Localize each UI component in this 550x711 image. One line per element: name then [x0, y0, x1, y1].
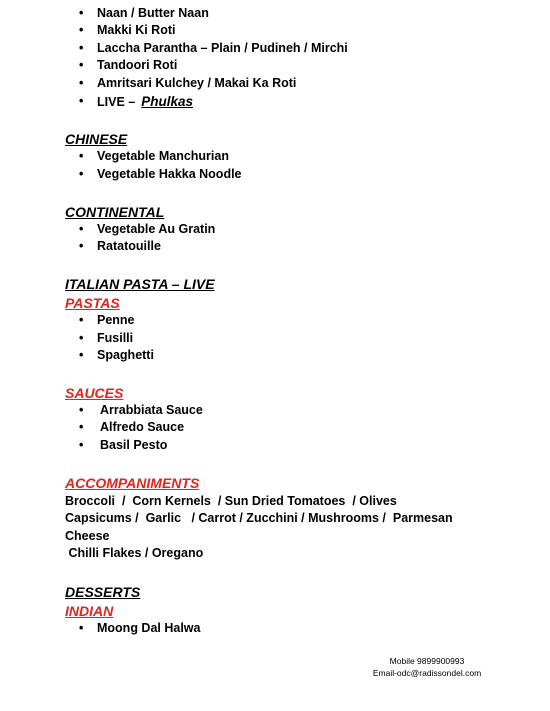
section-heading-italian: ITALIAN PASTA – LIVE	[65, 276, 215, 292]
footer-email: Email-odc@radissondel.com	[372, 668, 482, 678]
subheading-pastas: PASTAS	[65, 295, 120, 311]
live-item-name: Phulkas	[141, 94, 193, 109]
live-prefix: LIVE –	[97, 95, 136, 109]
footer-mobile: Mobile 9899900993	[389, 656, 465, 666]
section-heading-desserts: DESSERTS	[65, 584, 141, 600]
accompaniments-line: Capsicums / Garlic / Carrot / Zucchini / Mushrooms / Parmesan	[65, 511, 453, 525]
subheading-indian: INDIAN	[65, 603, 114, 619]
accompaniments-line: Broccoli / Corn Kernels / Sun Dried Tomatoes / Olives	[65, 494, 397, 508]
subheading-sauces: SAUCES	[65, 385, 124, 401]
subheading-accompaniments: ACCOMPANIMENTS	[65, 475, 200, 491]
section-heading-chinese: CHINESE	[65, 131, 128, 147]
accompaniments-line: Cheese	[65, 529, 110, 543]
section-heading-continental: CONTINENTAL	[65, 204, 165, 220]
menu-page: Naan / Butter Naan Makki Ki Roti Laccha Parantha – Plain / Pudineh / Mirchi Tandoori Roti Amritsari Kulchey / Makai Ka Roti LIVE – Phulkas CHINESE Vegetable Manchurian Vegetable Hakka Noodle CONTINENTAL Vegetable Au Gratin Ratatouille ITALIAN PASTA – LIVE PASTAS Penne Fusilli Spaghetti SAUCES Arrabbiata Sauce Alfredo Sauce Basil Pesto ACCOMPANIMENTS Broccoli / Corn Kernels / Sun Dried Tomatoes / Olives Capsicums / Garlic / Carrot / Zucchini / Mushrooms / Parmesan Cheese Chilli Flakes / Oregano DESSERTS INDIAN Moong Dal Halwa Mobile 9899900993 Email-odc@radissondel.com	[0, 0, 550, 711]
accompaniments-line: Chilli Flakes / Oregano	[65, 546, 204, 560]
